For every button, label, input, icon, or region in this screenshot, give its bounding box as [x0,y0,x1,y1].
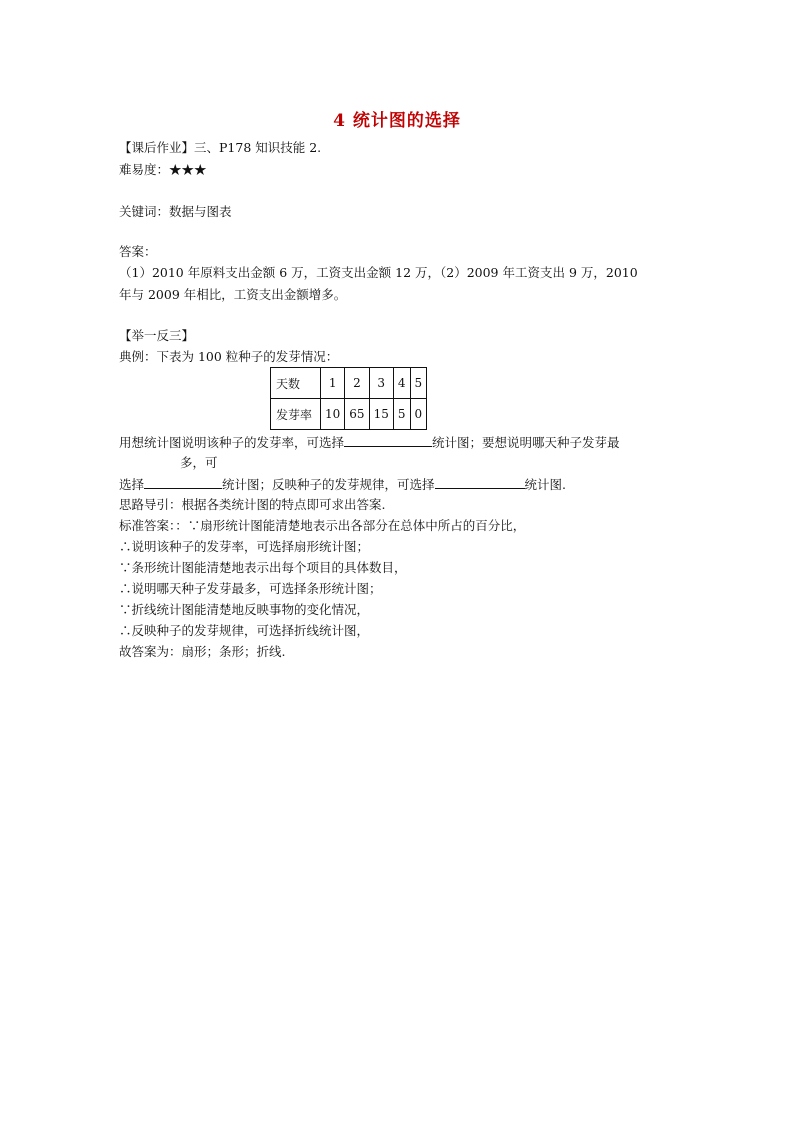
solution-line: 标准答案：：∵扇形统计图能清楚地表示出各部分在总体中所占的百分比， [119,518,526,533]
example-line: 典例：下表为 100 粒种子的发芽情况： [119,349,339,364]
table-cell: 3 [369,368,393,399]
table-cell: 5 [393,399,410,430]
question-line-2: 多，可 [180,455,218,470]
table-cell: 2 [345,368,369,399]
question-text: 统计图；要想说明哪天种子发芽最 [432,435,620,450]
solution-line: 故答案为：扇形；条形；折线. [119,644,286,659]
section-heading: 【举一反三】 [119,328,195,343]
table-cell: 1 [321,368,345,399]
solution-line: ∴说明该种子的发芽率，可选择扇形统计图； [119,539,370,554]
question-text: 统计图；反映种子的发芽规律，可选择 [222,477,435,492]
table-row [271,368,427,399]
answer-line-1: （1）2010 年原料支出金额 6 万，工资支出金额 12 万，（2）2009 年工资支出 9 万，2010 [119,265,638,280]
hint-line: 思路导引：根据各类统计图的特点即可求出答案. [119,497,386,512]
table-cell: 0 [410,399,427,430]
difficulty-line: 难易度：★★★ [119,162,207,177]
table-row-header: 发芽率 [271,399,321,430]
solution-line: ∴说明哪天种子发芽最多，可选择条形统计图； [119,581,382,596]
table-cell: 10 [321,399,345,430]
page-title: 4 统计图的选择 [333,111,461,131]
answer-line-2: 年与 2009 年相比，工资支出金额增多。 [119,287,347,302]
question-line-3 [119,476,566,493]
answer-blank [435,476,525,489]
table-cell: 4 [393,368,410,399]
table-cell: 65 [345,399,369,430]
question-text: 用想统计图说明该种子的发芽率，可选择 [119,435,345,450]
answer-blank [344,434,432,447]
homework-line: 【课后作业】三、P178 知识技能 2. [119,140,322,155]
table-row-header: 天数 [271,368,321,399]
answer-label: 答案： [119,244,157,259]
question-line-1 [119,434,620,451]
keywords-line: 关键词：数据与图表 [119,204,232,219]
solution-line: ∵条形统计图能清楚地表示出每个项目的具体数目， [119,560,407,575]
germination-table [270,367,427,430]
question-text: 选择 [119,477,145,492]
table-cell: 5 [410,368,427,399]
table-cell: 15 [369,399,393,430]
table-row [271,399,427,430]
solution-line: ∴反映种子的发芽规律，可选择折线统计图， [119,623,370,638]
answer-blank [144,476,222,489]
solution-line: ∵折线统计图能清楚地反映事物的变化情况， [119,602,370,617]
question-text: 统计图. [524,477,567,492]
